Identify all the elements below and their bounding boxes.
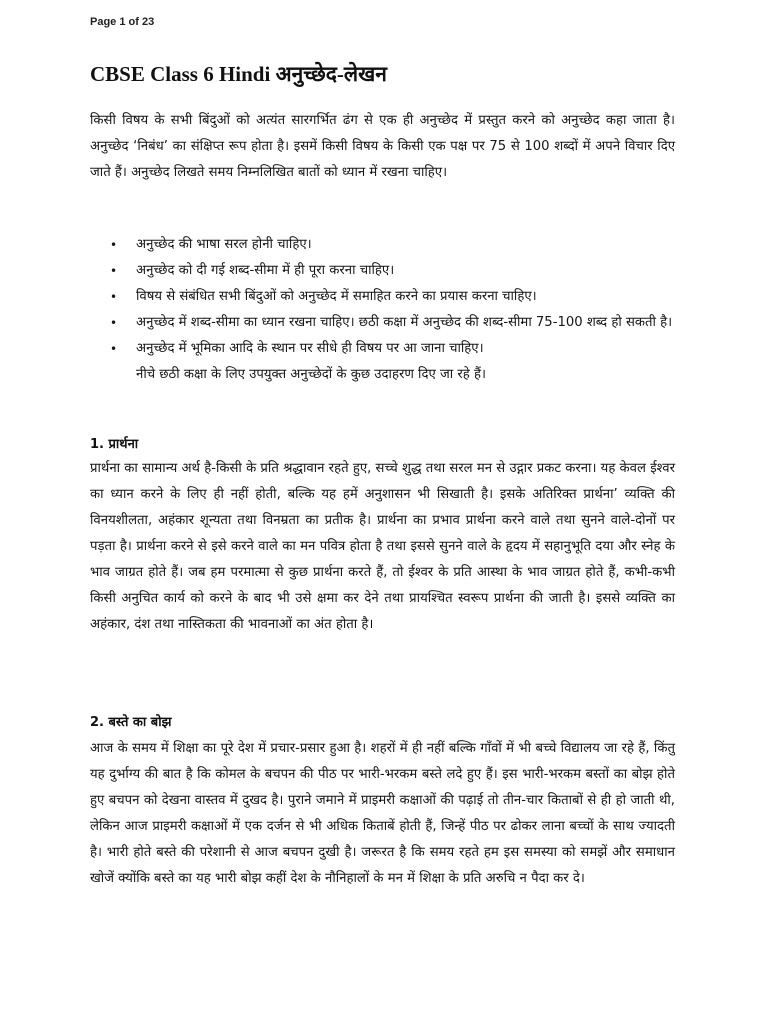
examples-note: नीचे छठी कक्षा के लिए उपयुक्त अनुच्छेदों के कुछ उदाहरण दिए जा रहे हैं। (136, 367, 486, 382)
bullet-icon: • (110, 290, 118, 304)
list-item-text: अनुच्छेद में भूमिका आदि के स्थान पर सीधे ही विषय पर आ जाना चाहिए। (136, 341, 484, 356)
section-heading-baste-ka-bojh: 2. बस्ते का बोझ (90, 715, 172, 730)
list-item-text: अनुच्छेद को दी गई शब्द-सीमा में ही पूरा करना चाहिए। (136, 263, 395, 278)
bullet-icon: • (110, 342, 118, 356)
list-item-text: अनुच्छेद में शब्द-सीमा का ध्यान रखना चाहिए। छठी कक्षा में अनुच्छेद की शब्द-सीमा 75-100 शब्द हो सकती है। (136, 315, 673, 330)
document-title: CBSE Class 6 Hindi अनुच्छेद-लेखन (90, 62, 387, 86)
section-body-baste-ka-bojh: आज के समय में शिक्षा का पूरे देश में प्रचार-प्रसार हुआ है। शहरों में ही नहीं बल्कि गाँवों में भी बच्चे विद्यालय जा रहे हैं, किंतु यह दुर्भाग्य की बात है कि कोमल के बचपन की पीठ पर भारी-भरकम बस्ते लदे हुए हैं। इस भारी-भरकम बस्तों का बोझ होते हुए बचपन को देखना वास्तव में दुखद है। पुराने जमाने में प्राइमरी कक्षाओं की पढ़ाई तो तीन-चार किताबों से ही हो जाती थी, लेकिन आज प्राइमरी कक्षाओं में एक दर्जन से भी अधिक किताबें होती हैं, जिन्हें पीठ पर ढोकर लाना बच्चों के साथ ज्यादती है। भारी होते बस्ते की परेशानी से आज बचपन दुखी है। जरूरत है कि समय रहते हम इस समस्या को समझें और समाधान खोजें क्योंकि बस्ते का यह भारी बोझ कहीं देश के नौनिहालों के मन में शिक्षा के प्रति अरुचि न पैदा कर दे। (90, 741, 675, 886)
bullet-icon: • (110, 238, 118, 252)
list-item (110, 258, 675, 284)
bullet-icon: • (110, 316, 118, 330)
list-item (110, 310, 675, 336)
guidelines-list (110, 232, 675, 388)
list-item (110, 336, 675, 362)
list-item (110, 284, 675, 310)
intro-paragraph: किसी विषय के सभी बिंदुओं को अत्यंत सारगर्भित ढंग से एक ही अनुच्छेद में प्रस्तुत करने को अनुच्छेद कहा जाता है। अनुच्छेद ‘निबंध’ का संक्षिप्त रूप होता है। इसमें किसी विषय के किसी एक पक्ष पर 75 से 100 शब्दों में अपने विचार दिए जाते हैं। अनुच्छेद लिखते समय निम्नलिखित बातों को ध्यान में रखना चाहिए। (90, 113, 675, 180)
page-number: Page 1 of 23 (90, 16, 155, 28)
bullet-icon: • (110, 264, 118, 278)
list-item-text: अनुच्छेद की भाषा सरल होनी चाहिए। (136, 237, 312, 252)
section-body-prarthana: प्रार्थना का सामान्य अर्थ है-किसी के प्रति श्रद्धावान रहते हुए, सच्चे शुद्ध तथा सरल मन से उद्गार प्रकट करना। यह केवल ईश्वर का ध्यान करने के लिए ही नहीं होती, बल्कि यह हमें अनुशासन भी सिखाती है। इसके अतिरिक्त प्रार्थना’ व्यक्ति की विनयशीलता, अहंकार शून्यता तथा विनम्रता का प्रतीक है। प्रार्थना का प्रभाव प्रार्थना करने वाले तथा सुनने वाले-दोनों पर पड़ता है। प्रार्थना करने से इसे करने वाले का मन पवित्र होता है तथा इससे सुनने वाले के हृदय में सहानुभूति दया और स्नेह के भाव जाग्रत होते हैं। जब हम परमात्मा से कुछ प्रार्थना करते हैं, तो ईश्वर के प्रति आस्था के भाव जाग्रत होते हैं, कभी-कभी किसी अनुचित कार्य को करने के बाद भी उसे क्षमा कर देने तथा प्रायश्चित स्वरूप प्रार्थना की जाती है। इससे व्यक्ति का अहंकार, दंश तथा नास्तिकता की भावनाओं का अंत होता है। (90, 461, 675, 632)
section-heading-prarthana: 1. प्रार्थना (90, 437, 139, 452)
list-item (110, 232, 675, 258)
list-item-text: विषय से संबंधित सभी बिंदुओं को अनुच्छेद में समाहित करने का प्रयास करना चाहिए। (136, 289, 537, 304)
